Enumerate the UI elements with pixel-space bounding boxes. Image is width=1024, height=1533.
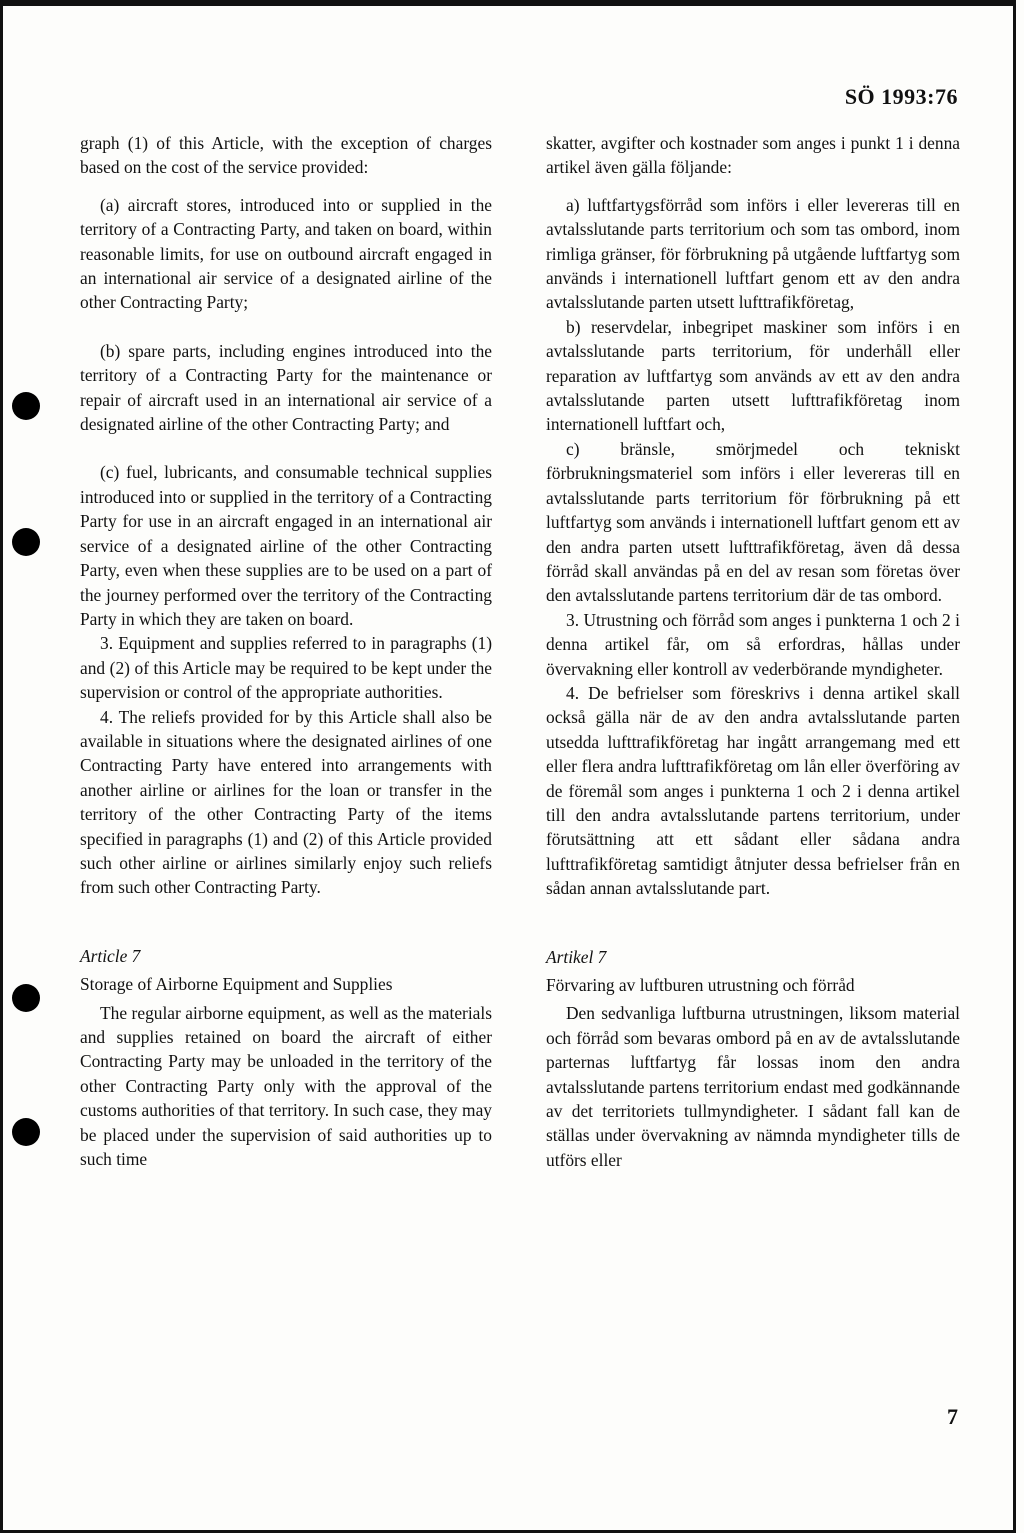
punch-hole-icon <box>12 528 40 556</box>
paragraph-item-b: b) reservdelar, inbegripet maskiner som införs i en avtalsslutande parts territorium, för underhåll eller reparation av luftfartyg som används av ett av den andra avtalsslutande parten utsett lufttrafikföretag inom internationell luftfart och, <box>546 316 960 435</box>
article-label: Artikel 7 <box>546 946 607 967</box>
punch-hole-icon <box>12 984 40 1012</box>
english-column <box>80 131 492 1171</box>
page-border-top <box>0 0 1016 6</box>
page-number: 7 <box>947 1404 958 1429</box>
paragraph-item-c: c) bränsle, smörjmedel och tekniskt förbrukningsmateriel som införs i eller levereras till en avtalsslutande parts territorium för förbrukning på ett luftfartyg som används i internationell luftfart genom ett av den andra parten utsett lufttrafikföretag, även då dessa förråd skall användas på en del av resan som företas över den avtalsslutande partens territorium där de tas ombord. <box>546 438 960 606</box>
paragraph-item-a: a) luftfartygsförråd som införs i eller levereras till en avtalsslutande parts territorium och som tas ombord, inom rimliga gränser, för förbrukning på utgående luftfartyg som används i internationell luftfart genom ett av den andra avtalsslutande parten utsett lufttrafikföretag, <box>546 194 960 313</box>
paragraph-intro: graph (1) of this Article, with the exception of charges based on the cost of the service provided: <box>80 133 492 178</box>
article-label: Article 7 <box>80 945 141 966</box>
article-title: Storage of Airborne Equipment and Supplies <box>80 974 393 995</box>
paragraph-item-c: (c) fuel, lubricants, and consumable technical supplies introduced into or supplied in the territory of a Contracting Party for use in an aircraft engaged in an international air service of a designated airline of the other Contracting Party, even when these supplies are to be used on a part of the journey performed over the territory of the Contracting Party in which they are taken on board. <box>80 462 492 629</box>
paragraph-3: 3. Equipment and supplies referred to in paragraphs (1) and (2) of this Article may be required to be kept under the supervision or control of the appropriate authorities. <box>80 633 492 703</box>
article-body: The regular airborne equipment, as well as the materials and supplies retained on board the aircraft of either Contracting Party may be unloaded in the territory of the other Contracting Party only with the approval of the customs authorities of that territory. In such case, they may be placed under the supervision of said authorities up to such time <box>80 1002 492 1170</box>
article-body: Den sedvanliga luftburna utrustningen, liksom material och förråd som bevaras ombord på en av de avtalsslutande parternas luftfartyg får lossas inom den andra avtalsslutande partens territorium endast med godkännande av det territoriets tullmyndigheter. I sådant fall kan de ställas under övervakning av nämnda myndigheter tills de utförs eller <box>546 1003 960 1170</box>
swedish-column <box>546 131 960 1172</box>
paragraph-4: 4. The reliefs provided for by this Article shall also be available in situations where the designated airlines of one Contracting Party have entered into arrangements with another airline or airlines for the loan or transfer in the territory of the other Contracting Party of the items specified in paragraphs (1) and (2) of this Article provided such other airline or airlines similarly enjoy such reliefs from such other Contracting Party. <box>80 706 492 898</box>
paragraph-item-b: (b) spare parts, including engines introduced into the territory of a Contracting Party for the maintenance or repair of aircraft used in an international air service of a designated airline of the other Contracting Party; and <box>80 340 492 435</box>
page-border-right <box>1013 0 1016 1533</box>
page-border-left <box>0 0 3 1533</box>
paragraph-item-a: (a) aircraft stores, introduced into or supplied in the territory of a Contracting Party, and taken on board, within reasonable limits, for use on outbound aircraft engaged in an international air service of a designated airline of the other Contracting Party; <box>80 194 492 313</box>
punch-hole-icon <box>12 1118 40 1146</box>
paragraph-intro: skatter, avgifter och kostnader som anges i punkt 1 i denna artikel även gälla följande: <box>546 133 960 178</box>
paragraph-4: 4. De befrielser som föreskrivs i denna artikel skall också gälla när de av den andra avtalsslutande parten utsedda lufttrafikföretag har ingått arrangemang med ett eller flera andra lufttrafikföretag om lån eller överföring av de föremål som anges i punkterna 1 och 2 i denna artikel till den andra avtalsslutande partens territorium, under förutsättning att ett sådant eller sådana andra lufttrafikföretag samtidigt åtnjuter dessa befrielser från en sådan annan avtalsslutande part. <box>546 682 960 899</box>
document-reference: SÖ 1993:76 <box>844 84 958 109</box>
article-title: Förvaring av luftburen utrustning och förråd <box>546 975 855 995</box>
punch-hole-icon <box>12 392 40 420</box>
paragraph-3: 3. Utrustning och förråd som anges i punkterna 1 och 2 i denna artikel får, om så erfordras, hållas under övervakning eller kontroll av vederbörande myndigheter. <box>546 609 960 679</box>
